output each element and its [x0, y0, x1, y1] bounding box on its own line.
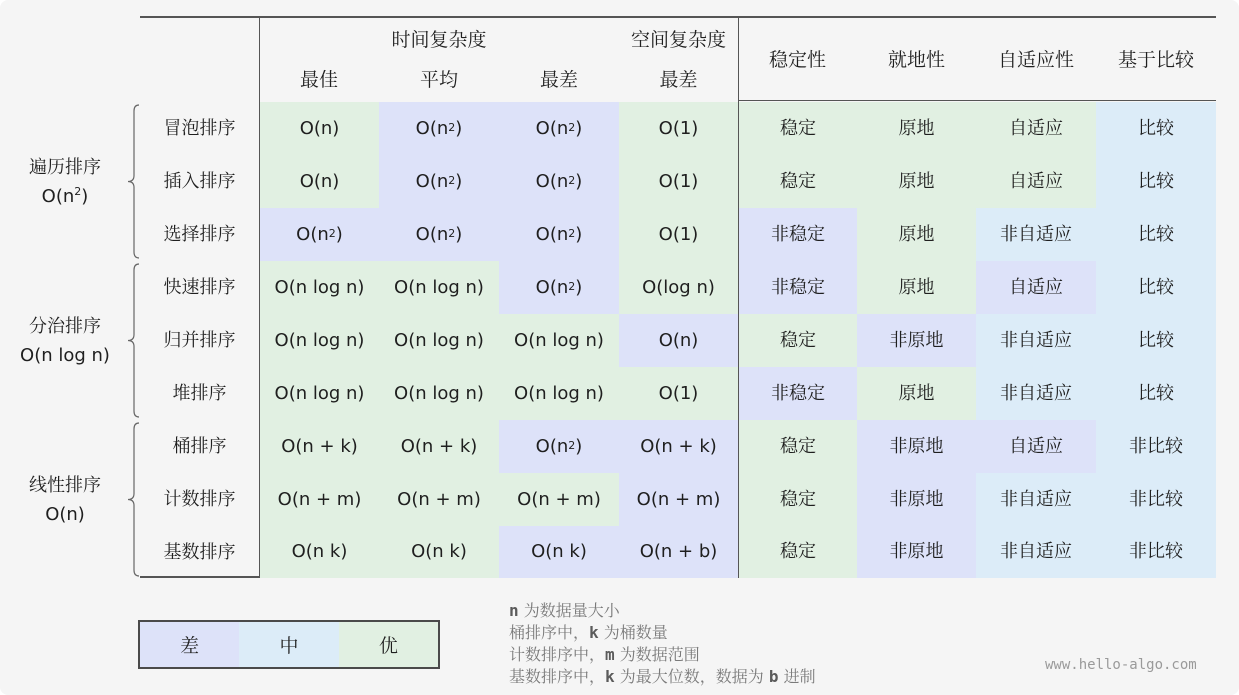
table-cell: 非比较: [1096, 473, 1216, 526]
table-cell: O(n): [260, 155, 379, 208]
table-cell: O(n $^2$ ): [379, 102, 499, 155]
row-label: 基数排序: [163, 541, 236, 563]
table-cell: O(n + m): [619, 473, 738, 526]
table-cell: O(n + k): [619, 420, 738, 473]
note-line: n 为数据量大小: [509, 601, 620, 620]
note-line: 桶排序中，k 为桶数量: [509, 623, 668, 642]
group-complexity: O(n log n): [20, 344, 110, 366]
row-label: 桶排序: [172, 435, 227, 457]
table-cell: 比较: [1096, 314, 1216, 367]
table-cell: O(n log n): [260, 367, 379, 420]
table-cell: O(n + m): [260, 473, 379, 526]
header-space-complexity: 空间复杂度: [630, 28, 726, 51]
table-cell: 原地: [857, 261, 976, 314]
table-cell: O(n + m): [499, 473, 619, 526]
note-line: 计数排序中，m 为数据范围: [509, 645, 700, 664]
header-comparison: 基于比较: [1117, 48, 1194, 71]
table-cell: O(n k): [379, 526, 499, 578]
table-cell: 比较: [1096, 155, 1216, 208]
table-cell: O(n k): [499, 526, 619, 578]
table-cell: O(log n): [619, 261, 738, 314]
table-cell: O(1): [619, 155, 738, 208]
table-cell: 非比较: [1096, 526, 1216, 578]
table-cell: 非原地: [857, 473, 976, 526]
table-cell: 非自适应: [976, 367, 1096, 420]
table-cell: 稳定: [739, 473, 857, 526]
table-cell: O(n $^2$ ): [379, 155, 499, 208]
table-cell: 稳定: [739, 155, 857, 208]
table-cell: O(n $^2$ ): [499, 102, 619, 155]
table-cell: 非稳定: [739, 261, 857, 314]
table-cell: O(n $^2$ ): [379, 208, 499, 261]
table-cell: 比较: [1096, 367, 1216, 420]
legend-bad: 差: [140, 622, 239, 667]
row-label: 快速排序: [163, 276, 236, 298]
header-time-complexity: 时间复杂度: [391, 28, 487, 51]
group-label: [0, 153, 130, 211]
table-cell: O(n log n): [499, 314, 619, 367]
header-stability: 稳定性: [768, 48, 826, 71]
table-cell: O(n k): [260, 526, 379, 578]
table-cell: O(n): [260, 102, 379, 155]
table-cell: O(n log n): [260, 314, 379, 367]
row-label: 堆排序: [172, 382, 227, 404]
table-cell: 比较: [1096, 208, 1216, 261]
header-in-place: 就地性: [887, 48, 945, 71]
table-cell: 稳定: [739, 102, 857, 155]
header-best: 最佳: [299, 68, 338, 91]
group-name: 遍历排序: [29, 156, 101, 178]
table-cell: O(n $^2$ ): [499, 208, 619, 261]
table-cell: 原地: [857, 102, 976, 155]
table-cell: O(n log n): [379, 367, 499, 420]
table-cell: 非稳定: [739, 367, 857, 420]
table-cell: O(n): [619, 314, 738, 367]
table-cell: 非原地: [857, 526, 976, 578]
header-average: 平均: [419, 68, 458, 91]
group-name: 分治排序: [29, 315, 101, 337]
header-space-worst: 最差: [659, 68, 698, 91]
variable-notes: [509, 600, 816, 688]
row-label: 插入排序: [163, 170, 236, 192]
table-cell: O(n log n): [499, 367, 619, 420]
table-cell: 自适应: [976, 155, 1096, 208]
table-cell: 稳定: [739, 420, 857, 473]
table-cell: O(n + k): [379, 420, 499, 473]
group-complexity: O(n): [45, 503, 85, 525]
table-cell: O(n + b): [619, 526, 738, 578]
table-cell: O(1): [619, 102, 738, 155]
table-cell: O(1): [619, 367, 738, 420]
table-cell: O(n $^2$ ): [499, 155, 619, 208]
table-cell: O(n $^2$ ): [260, 208, 379, 261]
table-cell: 非比较: [1096, 420, 1216, 473]
group-name: 线性排序: [29, 474, 101, 496]
legend-good: 优: [339, 622, 438, 667]
legend-mid: 中: [239, 622, 338, 667]
table-cell: 自适应: [976, 261, 1096, 314]
table-cell: O(n $^2$ ): [499, 261, 619, 314]
legend: [138, 620, 440, 669]
table-cell: 原地: [857, 367, 976, 420]
table-cell: 比较: [1096, 102, 1216, 155]
table-cell: 稳定: [739, 314, 857, 367]
watermark: www.hello-algo.com: [1045, 657, 1197, 673]
table-cell: O(1): [619, 208, 738, 261]
table-cell: O(n $^2$ ): [499, 420, 619, 473]
table-cell: O(n log n): [379, 261, 499, 314]
row-label: 冒泡排序: [163, 117, 236, 139]
table-cell: 非原地: [857, 420, 976, 473]
top-rule: [140, 16, 1216, 18]
table-cell: 非自适应: [976, 208, 1096, 261]
table-cell: 比较: [1096, 261, 1216, 314]
table-cell: O(n log n): [260, 261, 379, 314]
note-line: 基数排序中，k 为最大位数，数据为 b 进制: [509, 667, 816, 686]
table-cell: 非稳定: [739, 208, 857, 261]
table-cell: 稳定: [739, 526, 857, 578]
table-cell: 原地: [857, 208, 976, 261]
group-label: [0, 312, 130, 370]
table-cell: 自适应: [976, 420, 1096, 473]
table-cell: 非原地: [857, 314, 976, 367]
table-cell: 非自适应: [976, 314, 1096, 367]
table-cell: O(n + m): [379, 473, 499, 526]
row-label: 归并排序: [163, 329, 236, 351]
table-cell: 原地: [857, 155, 976, 208]
header-rule: [738, 100, 1216, 101]
row-label: 选择排序: [163, 223, 236, 245]
group-label: [0, 471, 130, 529]
group-complexity: $O(n^2)$: [41, 184, 89, 207]
table-cell: O(n + k): [260, 420, 379, 473]
header-adaptive: 自适应性: [997, 48, 1074, 71]
table-cell: 非自适应: [976, 526, 1096, 578]
row-label: 计数排序: [163, 488, 236, 510]
table-cell: 自适应: [976, 102, 1096, 155]
table-cell: O(n log n): [379, 314, 499, 367]
header-worst: 最差: [539, 68, 578, 91]
table-cell: 非自适应: [976, 473, 1096, 526]
